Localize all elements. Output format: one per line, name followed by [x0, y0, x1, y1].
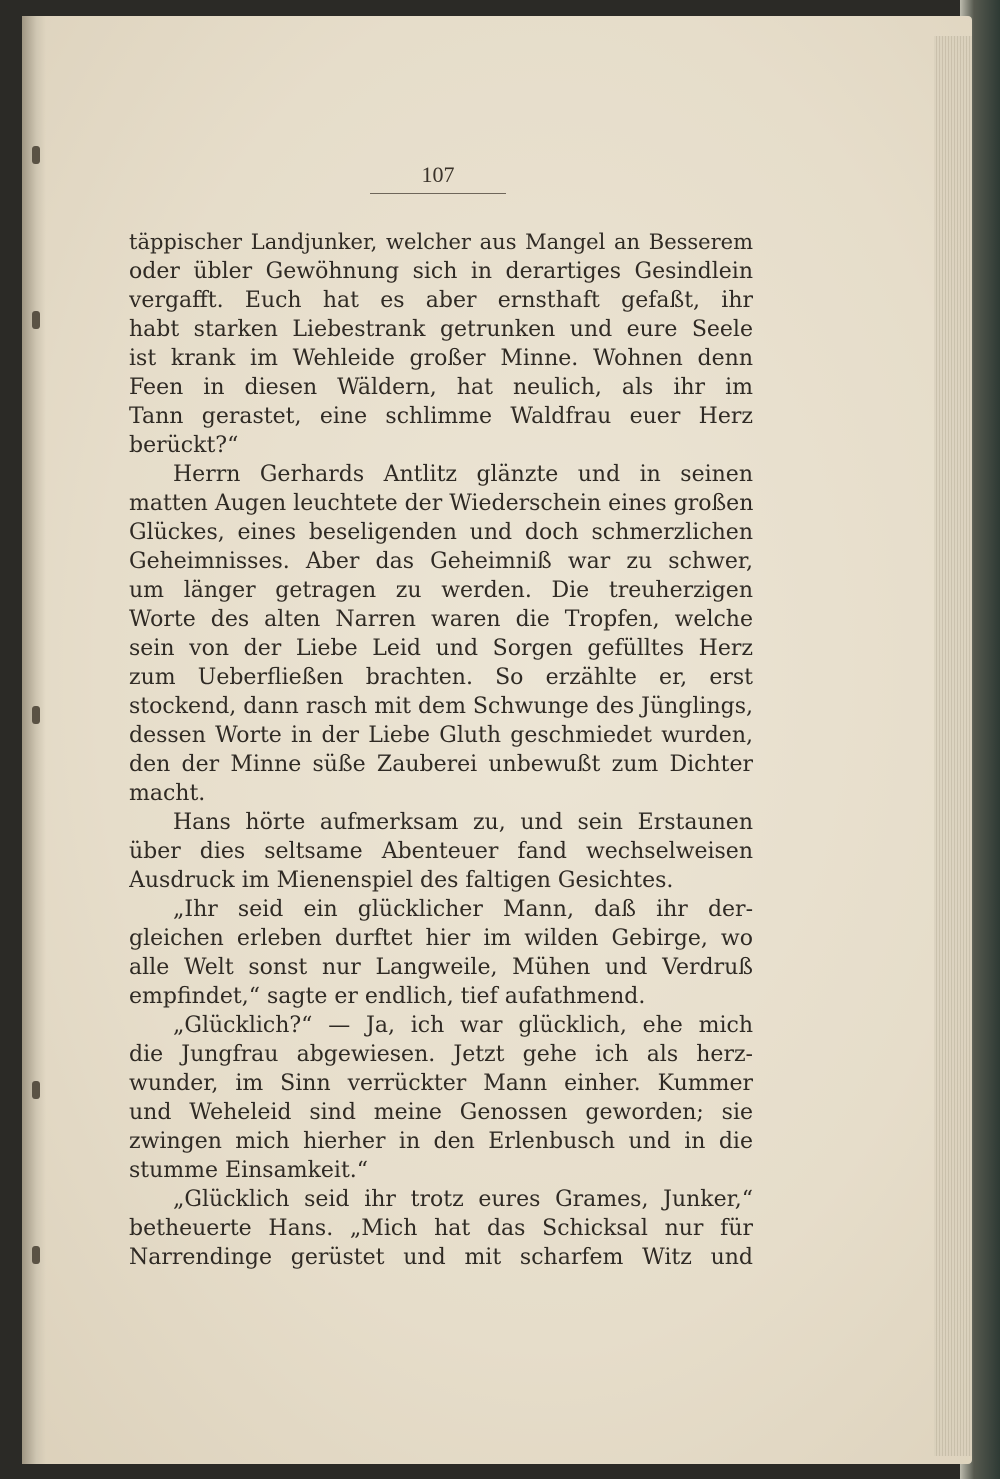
text-line: stockend, dann rasch mit dem Schwunge des Jünglings,: [129, 694, 753, 719]
text-line: macht.: [129, 781, 206, 806]
text-line: über dies seltsame Abenteuer fand wechselweisen: [129, 839, 753, 864]
text-line: oder übler Gewöhnung sich in derartiges Gesindlein: [129, 259, 753, 284]
text-line: Tann gerastet, eine schlimme Waldfrau euer Herz: [129, 404, 753, 429]
text-line: dessen Worte in der Liebe Gluth geschmiedet wurden,: [129, 723, 753, 748]
binding-mark: [32, 146, 40, 164]
text-line: betheuerte Hans. „Mich hat das Schicksal nur für: [129, 1216, 753, 1241]
text-line: wunder, im Sinn verrückter Mann einher. Kummer: [129, 1071, 753, 1096]
text-line: Worte des alten Narren waren die Tropfen, welche: [129, 607, 753, 632]
text-line: vergafft. Euch hat es aber ernsthaft gefaßt, ihr: [129, 288, 753, 313]
text-line: „Glücklich?“ — Ja, ich war glücklich, ehe mich: [173, 1013, 753, 1038]
text-line: Ausdruck im Mienenspiel des faltigen Gesichtes.: [129, 868, 674, 893]
text-line: um länger getragen zu werden. Die treuherzigen: [129, 578, 753, 603]
text-line: und Weheleid sind meine Genossen geworden; sie: [129, 1100, 753, 1125]
text-line: „Ihr seid ein glücklicher Mann, daß ihr der-: [173, 897, 753, 922]
text-line: sein von der Liebe Leid und Sorgen gefülltes Herz: [129, 636, 753, 661]
text-line: Narrendinge gerüstet und mit scharfem Witz und: [129, 1245, 753, 1270]
text-line: Feen in diesen Wäldern, hat neulich, als ihr im: [129, 375, 753, 400]
text-line: Herrn Gerhards Antlitz glänzte und in seinen: [173, 462, 753, 487]
binding-mark: [32, 706, 40, 724]
text-line: den der Minne süße Zauberei unbewußt zum Dichter: [129, 752, 753, 777]
text-line: „Glücklich seid ihr trotz eures Grames, Junker,“: [173, 1187, 753, 1212]
text-line: gleichen erleben durftet hier im wilden Gebirge, wo: [129, 926, 753, 951]
text-line: stumme Einsamkeit.“: [129, 1158, 369, 1183]
page-number: 107: [421, 162, 455, 187]
text-line: zwingen mich hierher in den Erlenbusch und in die: [129, 1129, 753, 1154]
body-text: [129, 228, 753, 1272]
page-edges: [934, 36, 972, 1456]
text-line: Glückes, eines beseligenden und doch schmerzlichen: [129, 520, 753, 545]
text-line: täppischer Landjunker, welcher aus Mangel an Besserem: [129, 230, 753, 254]
text-line: berückt?“: [129, 433, 239, 458]
text-line: matten Augen leuchtete der Wiederschein eines großen: [129, 491, 753, 516]
text-line: habt starken Liebestrank getrunken und eure Seele: [129, 317, 753, 342]
text-line: alle Welt sonst nur Langweile, Mühen und Verdruß: [129, 955, 753, 980]
text-line: Geheimnisses. Aber das Geheimniß war zu schwer,: [129, 549, 753, 574]
text-line: empfindet,“ sagte er endlich, tief aufathmend.: [129, 984, 646, 1009]
header-rule: [370, 193, 506, 194]
binding-mark: [32, 1081, 40, 1099]
binding-mark: [32, 1246, 40, 1264]
text-line: zum Ueberfließen brachten. So erzählte er, erst: [129, 665, 753, 690]
binding-mark: [32, 311, 40, 329]
text-line: die Jungfrau abgewiesen. Jetzt gehe ich als herz-: [129, 1042, 753, 1067]
text-line: Hans hörte aufmerksam zu, und sein Erstaunen: [173, 810, 753, 835]
text-line: ist krank im Wehleide großer Minne. Wohnen denn: [129, 346, 753, 371]
